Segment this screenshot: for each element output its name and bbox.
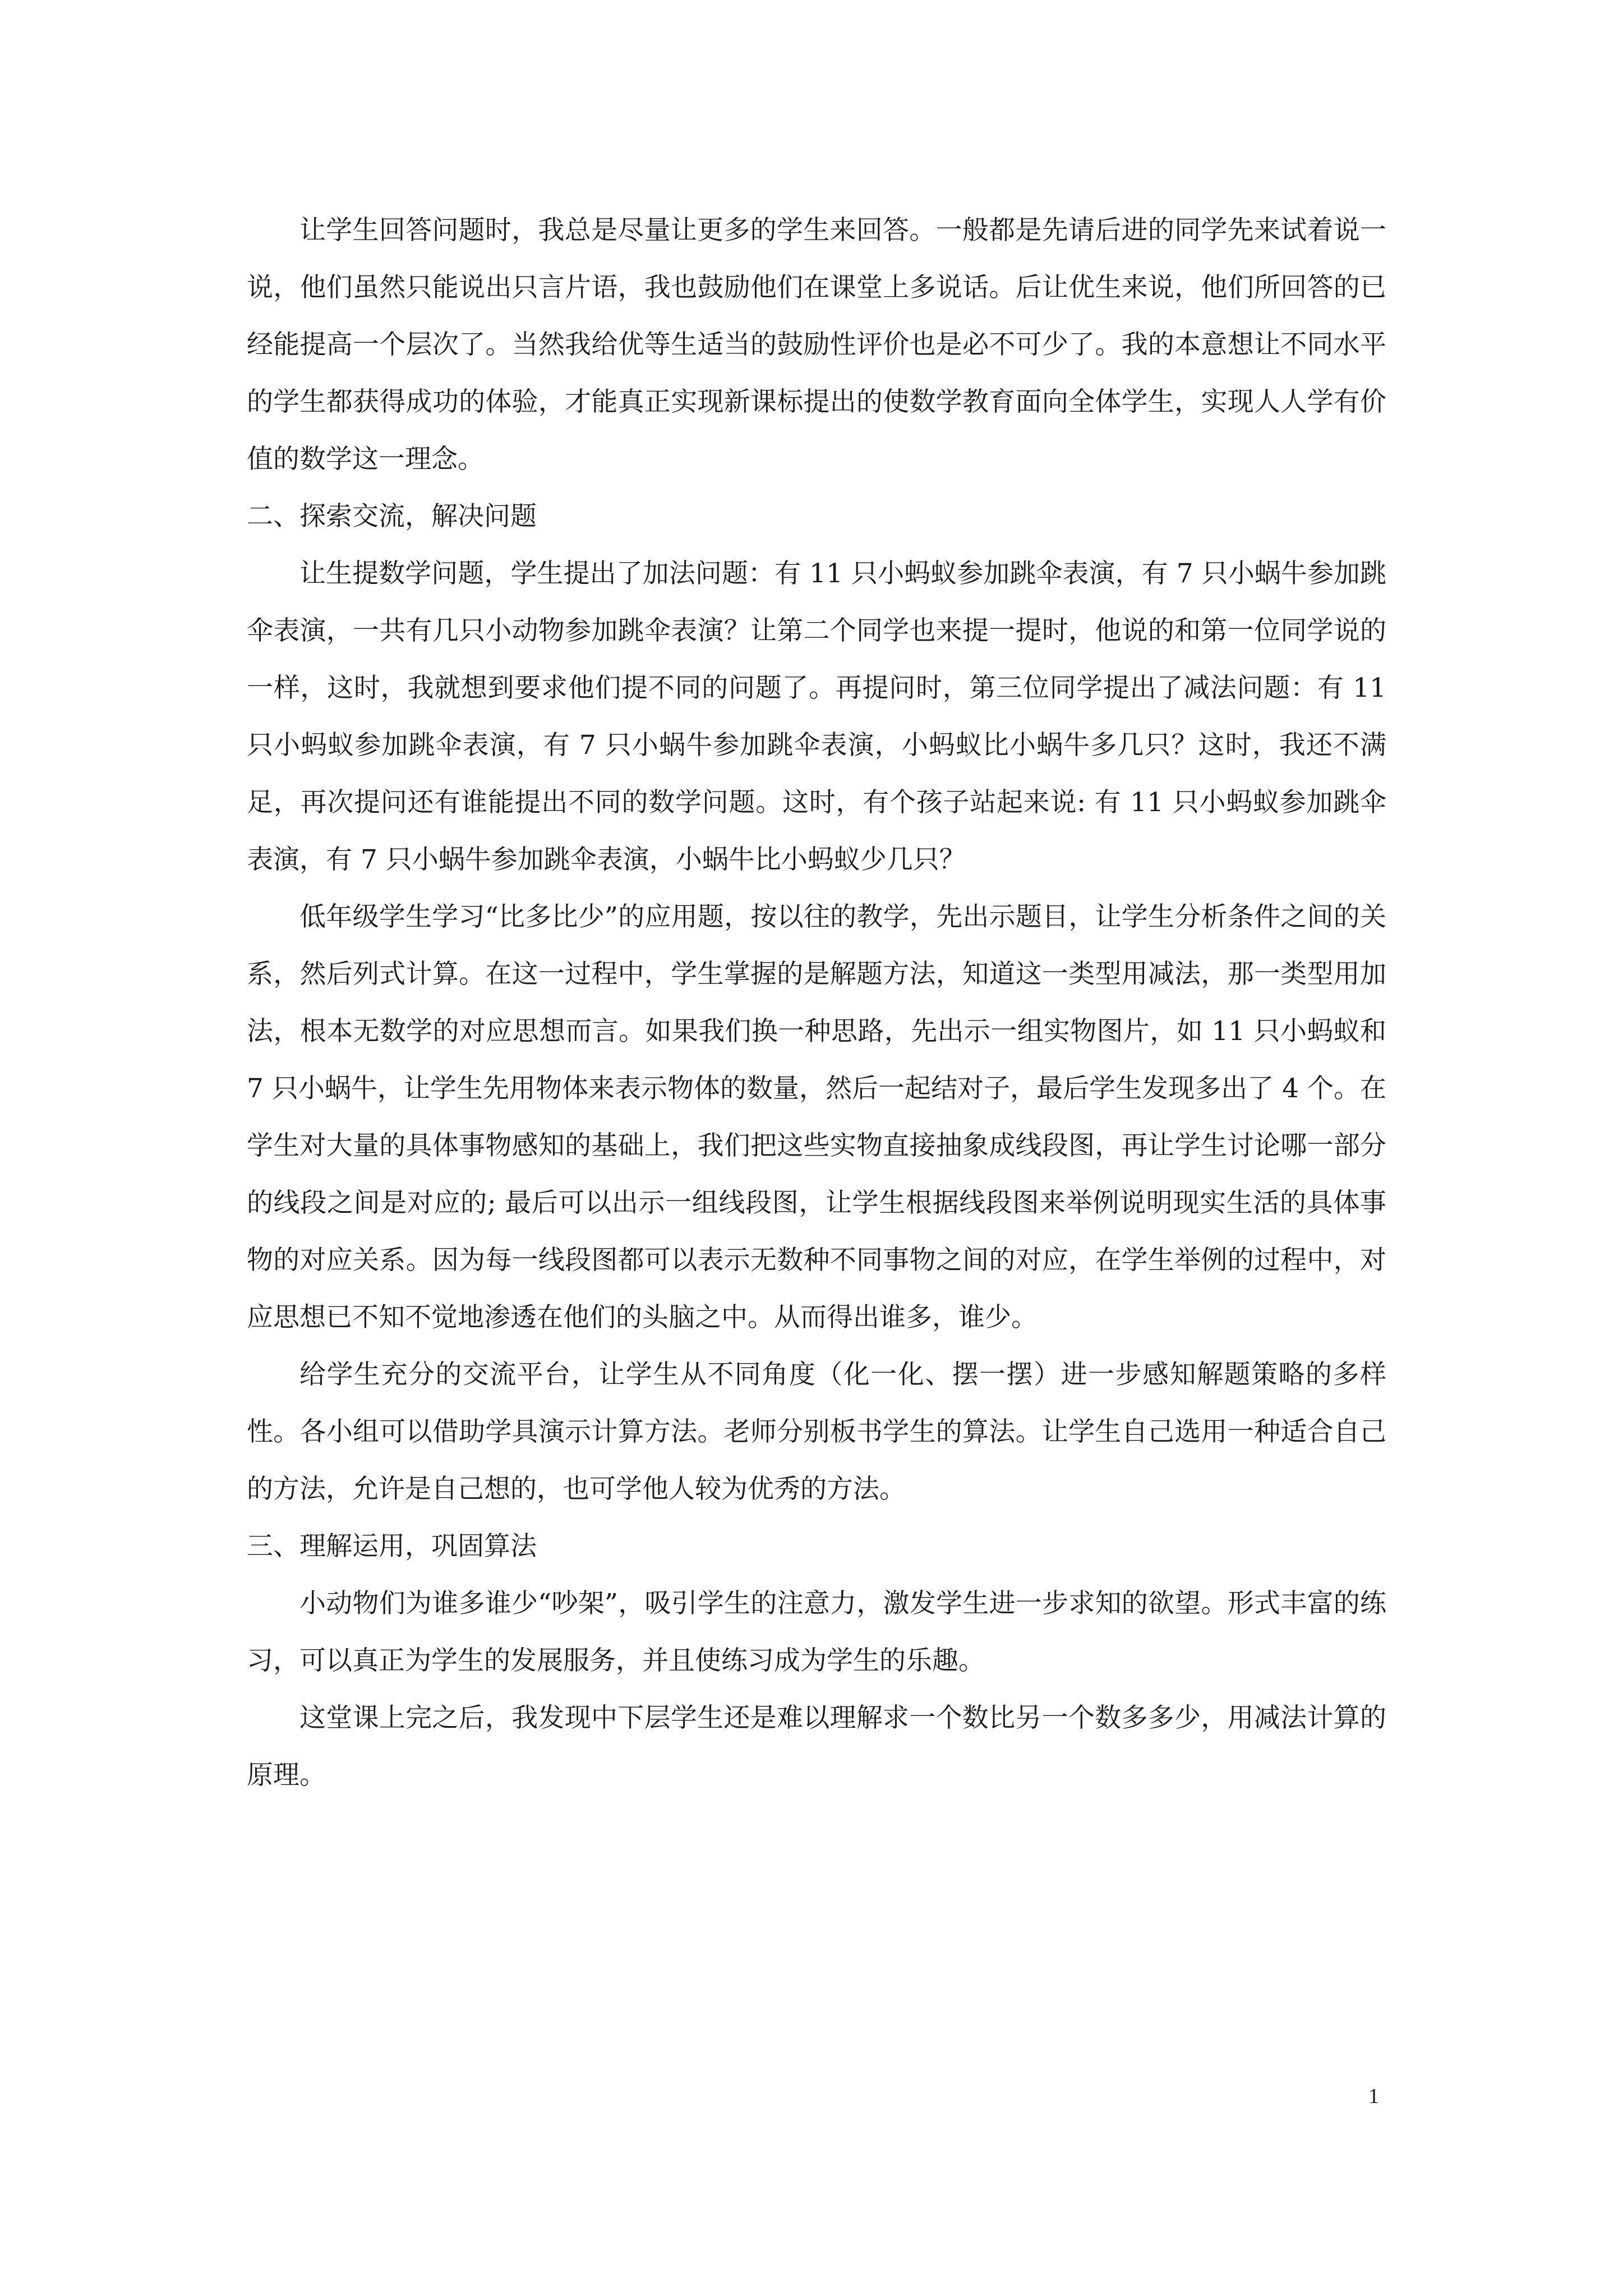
section-heading-apply: 三、理解运用，巩固算法 <box>247 1531 537 1562</box>
paragraph-exchange: 给学生充分的交流平台，让学生从不同角度（化一化、摆一摆）进一步感知解题策略的多样性。各小组可以借助学具演示计算方法。老师分别板书学生的算法。让学生自己选用一种适合自己的方法，允许是自己想的，也可学他人较为优秀的方法。 <box>247 1359 1386 1504</box>
paragraph-comparison: 低年级学生学习“比多比少”的应用题，按以往的教学，先出示题目，让学生分析条件之间的关系，然后列式计算。在这一过程中，学生掌握的是解题方法，知道这一类型用减法，那一类型用加法，根本无数学的对应思想而言。如果我们换一种思路，先出示一组实物图片，如 11 只小蚂蚁和 7 只小蜗牛，让学生先用物体来表示物体的数量，然后一起结对子，最后学生发现多出了 4 个。在学生对大量的具体事物感知的基础上，我们把这些实物直接抽象成线段图，再让学生讨论哪一部分的线段之间是对应的; 最后可以出示一组线段图，让学生根据线段图来举例说明现实生活的具体事物的对应关系。因为每一线段图都可以表示无数种不同事物之间的对应，在学生举例的过程中，对应思想已不知不觉地渗透在他们的头脑之中。从而得出谁多，谁少。 <box>247 901 1386 1333</box>
paragraph-reflection: 这堂课上完之后，我发现中下层学生还是难以理解求一个数比另一个数多多少，用减法计算的原理。 <box>247 1703 1386 1791</box>
page-number: 1 <box>1368 2085 1379 2108</box>
paragraph-questions: 让生提数学问题，学生提出了加法问题：有 11 只小蚂蚁参加跳伞表演，有 7 只小蜗牛参加跳伞表演，一共有几只小动物参加跳伞表演？让第二个同学也来提一提时，他说的和第一位同学说的一样，这时，我就想到要求他们提不同的问题了。再提问时，第三位同学提出了减法问题：有 11 只小蚂蚁参加跳伞表演，有 7 只小蜗牛参加跳伞表演，小蚂蚁比小蜗牛多几只？这时，我还不满足，再次提问还有谁能提出不同的数学问题。这时，有个孩子站起来说: 有 11 只小蚂蚁参加跳伞表演，有 7 只小蜗牛参加跳伞表演，小蜗牛比小蚂蚁少几只？ <box>247 558 1386 875</box>
document-body <box>247 202 1386 1804</box>
paragraph-practice: 小动物们为谁多谁少“吵架”，吸引学生的注意力，激发学生进一步求知的欲望。形式丰富的练习，可以真正为学生的发展服务，并且使练习成为学生的乐趣。 <box>247 1588 1386 1676</box>
section-heading-explore: 二、探索交流，解决问题 <box>247 501 537 532</box>
paragraph-answering: 让学生回答问题时，我总是尽量让更多的学生来回答。一般都是先请后进的同学先来试着说一说，他们虽然只能说出只言片语，我也鼓励他们在课堂上多说话。后让优生来说，他们所回答的已经能提高一个层次了。当然我给优等生适当的鼓励性评价也是必不可少了。我的本意想让不同水平的学生都获得成功的体验，才能真正实现新课标提出的使数学教育面向全体学生，实现人人学有价值的数学这一理念。 <box>247 215 1386 475</box>
